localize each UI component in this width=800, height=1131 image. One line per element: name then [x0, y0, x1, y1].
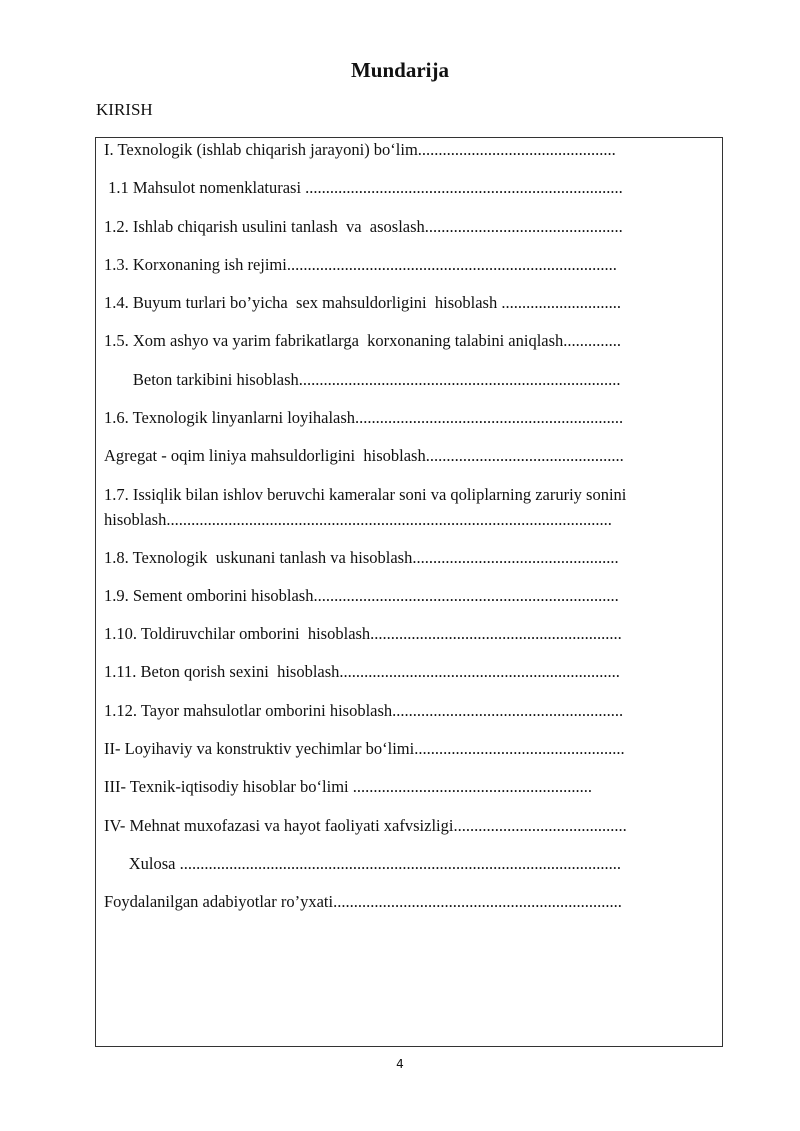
toc-item: Agregat - oqim liniya mahsuldorligini hisoblash................................................ [104, 446, 624, 465]
toc-item: Foydalanilgan adabiyotlar ro’yxati...................................................................... [104, 892, 622, 911]
toc-item: II- Loyihaviy va konstruktiv yechimlar bo‘limi................................................... [104, 739, 625, 758]
toc-item: 1.7. Issiqlik bilan ishlov beruvchi kameralar soni va qoliplarning zaruriy sonini hisoblash............................................................................................................ [104, 485, 631, 529]
toc-item: 1.12. Tayor mahsulotlar omborini hisoblash........................................................ [104, 701, 624, 720]
toc-item: 1.10. Toldiruvchilar omborini hisoblash............................................................. [104, 624, 622, 643]
table-of-contents [95, 137, 723, 1047]
toc-item: Xulosa ........................................................................................................... [104, 854, 621, 873]
toc-item: 1.11. Beton qorish sexini hisoblash.................................................................... [104, 662, 620, 681]
intro-heading: KIRISH [96, 100, 153, 119]
toc-item: 1.2. Ishlab chiqarish usulini tanlash va asoslash................................................ [104, 217, 623, 236]
toc-item: 1.1 Mahsulot nomenklaturasi ............................................................................. [104, 178, 623, 197]
toc-item: 1.4. Buyum turlari bo’yicha sex mahsuldorligini hisoblash ............................. [104, 293, 621, 312]
toc-item: 1.3. Korxonaning ish rejimi................................................................................ [104, 255, 617, 274]
toc-item: I. Texnologik (ishlab chiqarish jarayoni) bo‘lim................................................ [104, 140, 616, 159]
page-title: Mundarija [350, 58, 449, 82]
toc-item: Beton tarkibini hisoblash.............................................................................. [104, 370, 621, 389]
toc-item: 1.5. Xom ashyo va yarim fabrikatlarga korxonaning talabini aniqlash.............. [104, 331, 622, 350]
toc-item: IV- Mehnat muxofazasi va hayot faoliyati xafvsizligi.......................................... [104, 816, 627, 835]
toc-item: 1.9. Sement omborini hisoblash.......................................................................... [104, 586, 619, 605]
toc-item: III- Texnik-iqtisodiy hisoblar bo‘limi .......................................................... [104, 777, 593, 796]
page-number: 4 [396, 1057, 404, 1071]
toc-item: 1.8. Texnologik uskunani tanlash va hisoblash.................................................. [104, 548, 619, 567]
toc-item: 1.6. Texnologik linyanlarni loyihalash................................................................. [104, 408, 624, 427]
